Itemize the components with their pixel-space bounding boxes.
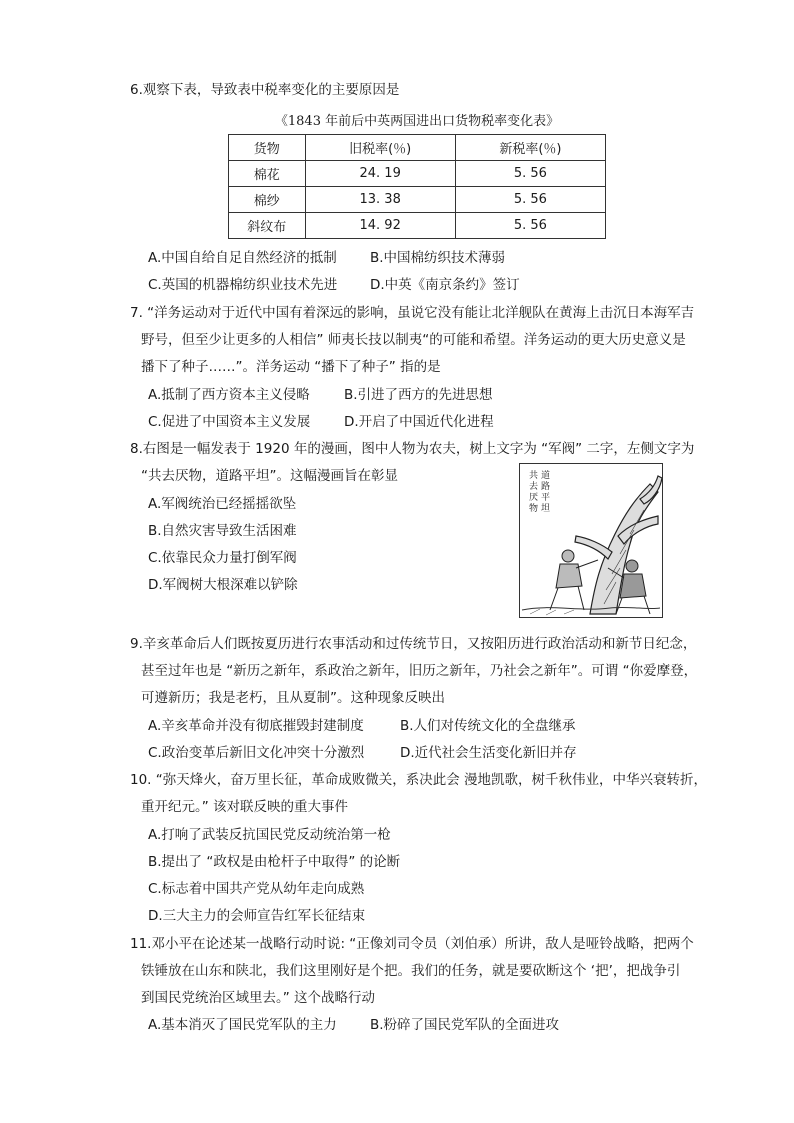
q10-stem-line: 10. “弥天烽火，奋万里长征，革命成败微关，系决此会 漫地凯歌，树千秋伟业，中华兴衰转折， — [130, 772, 708, 788]
q9-option-c[interactable]: C.政治变革后新旧文化冲突十分激烈 — [148, 745, 365, 761]
q6-option-d[interactable]: D.中英《南京条约》签订 — [370, 277, 520, 293]
q9-option-b[interactable]: B.人们对传统文化的全盘继承 — [400, 718, 576, 734]
table-cell: 24. 19 — [305, 161, 455, 187]
q11-stem-line: 铁锤放在山东和陕北，我们这里刚好是个把。我们的任务，就是要砍断这个 ‘把’，把战争引 — [141, 963, 681, 979]
table-header: 货物 — [229, 135, 306, 161]
table-row — [229, 161, 606, 187]
q7-option-d[interactable]: D.开启了中国近代化进程 — [344, 414, 494, 430]
q7-option-a[interactable]: A.抵制了西方资本主义侵略 — [148, 387, 310, 403]
cartoon-caption-char: 物 — [529, 504, 539, 514]
q6-option-b[interactable]: B.中国棉纺织技术薄弱 — [370, 250, 506, 266]
q7-stem-line: 7. “洋务运动对于近代中国有着深远的影响，虽说它没有能让北洋舰队在黄海上击沉日本海军吉 — [130, 305, 695, 321]
tax-rate-table — [228, 134, 606, 239]
q10-option-a[interactable]: A.打响了武装反抗国民党反动统治第一枪 — [148, 827, 391, 843]
q6-table-caption: 《1843 年前后中英两国进出口货物税率变化表》 — [274, 114, 560, 129]
q9-stem-line: 甚至过年也是 “新历之新年，系政治之新年，旧历之新年，乃社会之新年”。可谓 “你爱摩登， — [141, 663, 698, 679]
q7-stem-line: 野号，但至少让更多的人相信” 师夷长技以制夷“的可能和希望。洋务运动的更大历史意义是 — [141, 332, 686, 348]
q10-option-d[interactable]: D.三大主力的会师宣告红军长征结束 — [148, 908, 366, 924]
table-row — [229, 213, 606, 239]
q11-option-b[interactable]: B.粉碎了国民党军队的全面进攻 — [370, 1017, 560, 1033]
q10-stem-line: 重开纪元。” 该对联反映的重大事件 — [141, 799, 349, 815]
q8-option-c[interactable]: C.依靠民众力量打倒军阀 — [148, 550, 297, 566]
warlord-tree-cartoon — [519, 463, 663, 618]
table-cell: 5. 56 — [455, 161, 605, 187]
cartoon-caption-char: 厌 — [529, 493, 539, 503]
cartoon-caption-char: 共 — [529, 471, 539, 481]
q8-option-d[interactable]: D.军阀树大根深难以铲除 — [148, 577, 298, 593]
q11-stem-line: 11.邓小平在论述某一战略行动时说: “正像刘司令员（刘伯承）所讲，敌人是哑铃战略，把两个 — [130, 936, 694, 952]
table-header: 旧税率(％) — [305, 135, 455, 161]
table-row — [229, 187, 606, 213]
cartoon-caption-char: 道 — [541, 471, 551, 481]
table-header: 新税率(％) — [455, 135, 605, 161]
q9-option-d[interactable]: D.近代社会生活变化新旧并存 — [400, 745, 577, 761]
q7-stem-line: 播下了种子……”。洋务运动 “播下了种子” 指的是 — [141, 359, 441, 375]
q7-option-b[interactable]: B.引进了西方的先进思想 — [344, 387, 493, 403]
cartoon-caption-char: 去 — [529, 482, 539, 492]
cartoon-caption-char: 平 — [541, 493, 551, 503]
q11-option-a[interactable]: A.基本消灭了国民党军队的主力 — [148, 1017, 337, 1033]
q6-stem: 6.观察下表，导致表中税率变化的主要原因是 — [130, 82, 400, 98]
q10-option-b[interactable]: B.提出了 “政权是由枪杆子中取得” 的论断 — [148, 854, 401, 870]
table-header-row — [229, 135, 606, 161]
q8-option-a[interactable]: A.军阀统治已经摇摇欲坠 — [148, 496, 297, 512]
q9-stem-line: 可遵新历；我是老朽，且从夏制”。这种现象反映出 — [141, 690, 445, 706]
table-cell: 5. 56 — [455, 213, 605, 239]
q6-option-c[interactable]: C.英国的机器棉纺织业技术先进 — [148, 277, 338, 293]
cartoon-caption-char: 路 — [541, 482, 551, 492]
q11-stem-line: 到国民党统治区域里去。” 这个战略行动 — [141, 990, 376, 1006]
cartoon-caption-char: 坦 — [541, 504, 551, 514]
q9-stem-line: 9.辛亥革命后人们既按夏历进行农事活动和过传统节日，又按阳历进行政治活动和新节日纪念， — [130, 636, 697, 652]
q8-stem-line: “共去厌物，道路平坦”。这幅漫画旨在彰显 — [141, 468, 398, 484]
q8-stem-line: 8.右图是一幅发表于 1920 年的漫画，图中人物为农夫，树上文字为 “军阀” 二字，左侧文字为 — [130, 441, 695, 457]
q6-option-a[interactable]: A.中国自给自足自然经济的抵制 — [148, 250, 337, 266]
table-cell: 14. 92 — [305, 213, 455, 239]
table-cell: 5. 56 — [455, 187, 605, 213]
q9-option-a[interactable]: A.辛亥革命并没有彻底摧毁封建制度 — [148, 718, 364, 734]
q10-option-c[interactable]: C.标志着中国共产党从幼年走向成熟 — [148, 881, 365, 897]
table-cell: 棉花 — [229, 161, 306, 187]
q7-option-c[interactable]: C.促进了中国资本主义发展 — [148, 414, 311, 430]
table-cell: 13. 38 — [305, 187, 455, 213]
table-cell: 斜纹布 — [229, 213, 306, 239]
table-cell: 棉纱 — [229, 187, 306, 213]
q8-option-b[interactable]: B.自然灾害导致生活困难 — [148, 523, 297, 539]
